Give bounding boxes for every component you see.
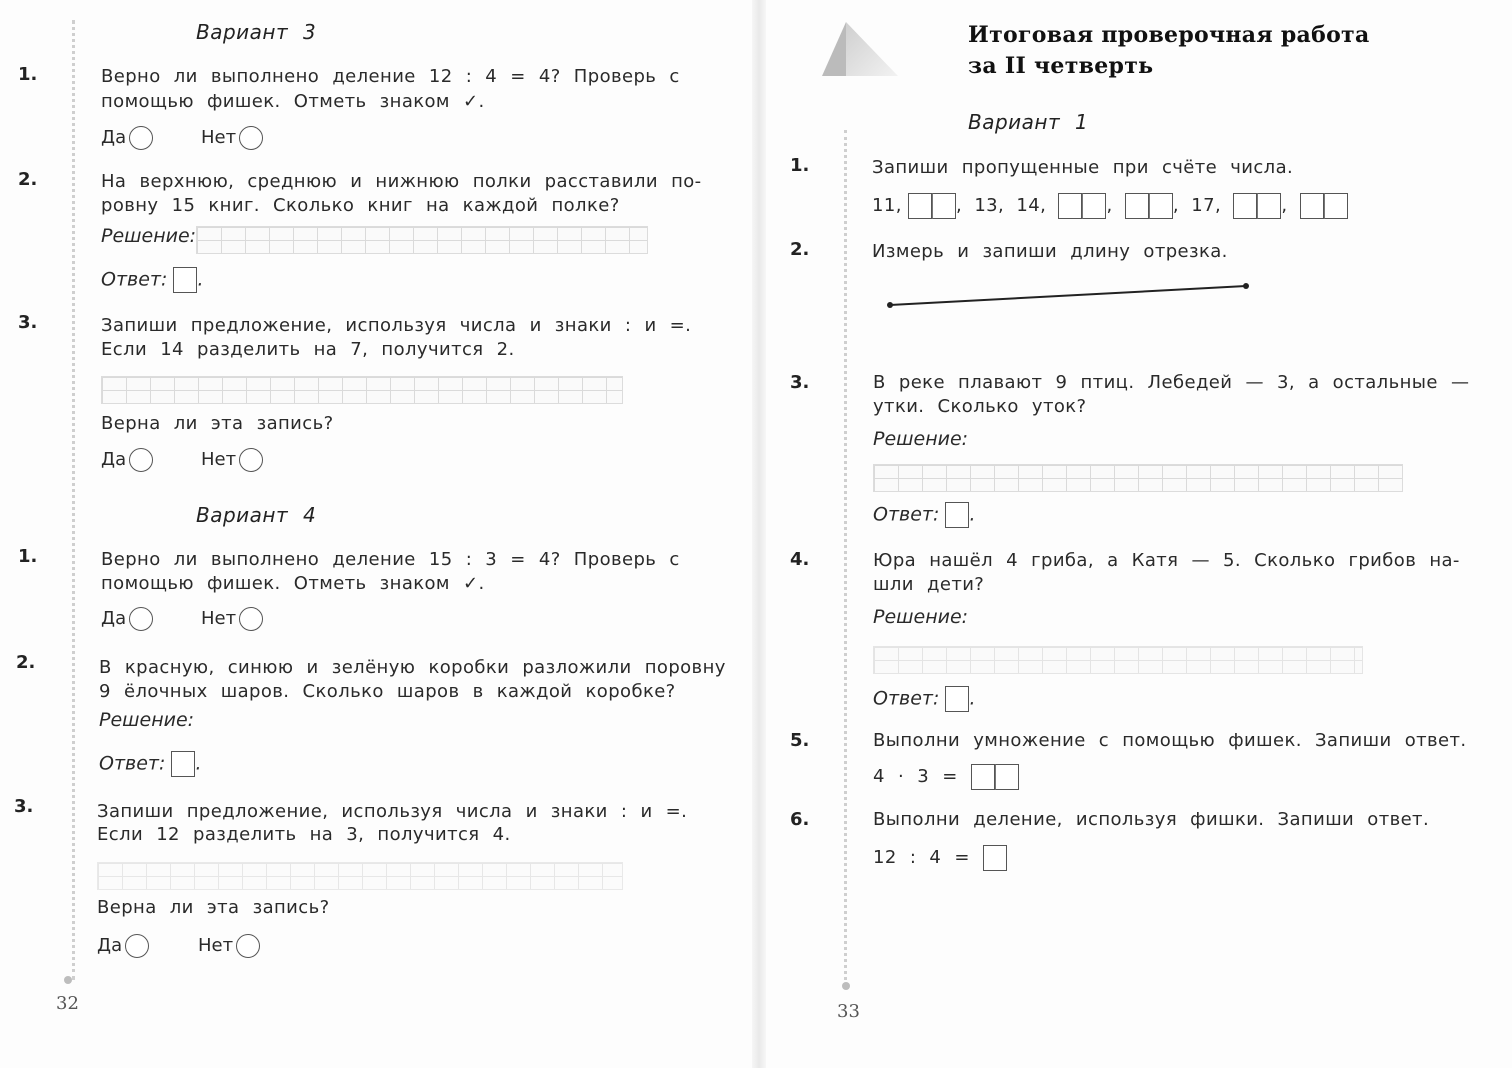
v3-task2-line2: ровну 15 книг. Сколько книг на каждой полке? (101, 195, 620, 216)
v3-task1-number: 1. (18, 64, 38, 85)
yes-label: Да (101, 127, 127, 148)
blank-16[interactable] (1125, 193, 1173, 219)
blank-18[interactable] (1233, 193, 1281, 219)
v3-task3-no (201, 448, 263, 472)
no-label: Нет (201, 449, 237, 470)
division-expression: 12 : 4 = (873, 847, 970, 868)
v3-task1-no (201, 126, 263, 150)
r-task2-text: Измерь и запиши длину отрезка. (872, 241, 1228, 262)
v4-task1-yes (101, 607, 153, 631)
answer-label: Ответ: (873, 503, 940, 526)
v3-task3-question: Верна ли эта запись? (101, 413, 334, 434)
v3-task3-write-grid[interactable] (101, 376, 623, 404)
answer-box[interactable] (171, 751, 195, 777)
r-task2-number: 2. (790, 239, 810, 260)
number-13: 13, (974, 195, 1005, 216)
yes-circle[interactable] (129, 448, 153, 472)
r-task3-line2: утки. Сколько уток? (873, 396, 1087, 417)
answer-label: Ответ: (101, 268, 168, 291)
yes-label: Да (101, 449, 127, 470)
v4-task3-number: 3. (14, 796, 34, 817)
r-task6-expression (873, 845, 1007, 871)
variant-1-heading: Вариант 1 (968, 110, 1089, 134)
r-task4-solution-label: Решение: (873, 606, 969, 628)
v3-task1-line1: Верно ли выполнено деление 12 : 4 = 4? Проверь с (101, 66, 680, 87)
comma: , (955, 195, 963, 216)
r-task5-text: Выполни умножение с помощью фишек. Запиши ответ. (873, 730, 1467, 751)
v3-task3-line2: Если 14 разделить на 7, получится 2. (101, 339, 515, 360)
v3-task2-answer: Ответ: . (101, 267, 203, 293)
v3-task2-solution-label: Решение: (101, 225, 197, 247)
v3-task1-line2: помощью фишек. Отметь знаком ✓. (101, 91, 485, 112)
answer-label: Ответ: (99, 752, 166, 775)
r-task1-sequence (872, 193, 1348, 219)
r-task5-number: 5. (790, 730, 810, 751)
number-11: 11, (872, 195, 902, 216)
r-task6-text: Выполни деление, используя фишки. Запиши ответ. (873, 809, 1430, 830)
page-title (968, 20, 1370, 82)
no-circle[interactable] (236, 934, 260, 958)
v3-task1-yes (101, 126, 153, 150)
r-task4-answer: Ответ: . (873, 686, 975, 712)
yes-label: Да (97, 935, 123, 956)
yes-circle[interactable] (129, 607, 153, 631)
v4-task3-no (198, 934, 260, 958)
comma: , (1281, 195, 1288, 216)
number-14: 14, (1016, 195, 1047, 216)
no-label: Нет (201, 127, 237, 148)
v4-task1-line2: помощью фишек. Отметь знаком ✓. (101, 573, 485, 594)
title-line2: за II четверть (968, 53, 1154, 79)
right-page-number: 33 (837, 1001, 860, 1022)
variant-3-heading: Вариант 3 (196, 20, 317, 44)
comma: , (1172, 195, 1179, 216)
variant-4-heading: Вариант 4 (196, 503, 317, 527)
corner-triangle-icon (818, 20, 900, 78)
v4-task3-line2: Если 12 разделить на 3, получится 4. (97, 824, 511, 845)
v4-task3-question: Верна ли эта запись? (97, 897, 330, 918)
answer-box[interactable] (945, 686, 969, 712)
v4-task1-no (201, 607, 263, 631)
v4-task2-answer: Ответ: . (99, 751, 201, 777)
margin-dots (844, 130, 847, 980)
r-task4-line1: Юра нашёл 4 гриба, а Катя — 5. Сколько грибов на- (873, 550, 1460, 571)
r-task3-number: 3. (790, 372, 810, 393)
v3-task2-solution-grid[interactable] (196, 226, 648, 254)
v4-task2-line2: 9 ёлочных шаров. Сколько шаров в каждой коробке? (99, 681, 676, 702)
v4-task2-number: 2. (16, 652, 36, 673)
no-label: Нет (198, 935, 234, 956)
yes-label: Да (101, 608, 127, 629)
v3-task3-number: 3. (18, 312, 38, 333)
r-task4-solution-grid[interactable] (873, 646, 1363, 674)
r-task3-line1: В реке плавают 9 птиц. Лебедей — 3, а остальные — (873, 372, 1470, 393)
r-task1-text: Запиши пропущенные при счёте числа. (872, 157, 1294, 178)
answer-box[interactable] (173, 267, 197, 293)
r-task1-number: 1. (790, 155, 810, 176)
r-task3-solution-grid[interactable] (873, 464, 1403, 492)
right-page (760, 0, 1512, 1068)
multiplication-expression: 4 · 3 = (873, 766, 958, 787)
v4-task1-line1: Верно ли выполнено деление 15 : 3 = 4? Проверь с (101, 549, 680, 570)
margin-dots (72, 20, 75, 980)
margin-dot-end (64, 976, 72, 984)
r-task4-line2: шли дети? (873, 574, 985, 595)
no-label: Нет (201, 608, 237, 629)
v3-task2-number: 2. (18, 169, 38, 190)
v3-task3-line1: Запиши предложение, используя числа и знаки : и =. (101, 315, 692, 336)
v3-task2-line1: На верхнюю, среднюю и нижнюю полки расставили по- (101, 171, 702, 192)
r-task5-expression (873, 764, 1019, 790)
r-task3-answer: Ответ: . (873, 502, 975, 528)
no-circle[interactable] (239, 126, 263, 150)
r-task3-solution-label: Решение: (873, 428, 969, 450)
product-answer-box[interactable] (971, 764, 1019, 790)
v4-task3-yes (97, 934, 149, 958)
title-line1: Итоговая проверочная работа (968, 22, 1370, 48)
blank-15[interactable] (1058, 193, 1106, 219)
r-task6-number: 6. (790, 809, 810, 830)
left-page-number: 32 (56, 993, 79, 1014)
no-circle[interactable] (239, 448, 263, 472)
answer-label: Ответ: (873, 687, 940, 710)
answer-box[interactable] (945, 502, 969, 528)
v3-task3-yes (101, 448, 153, 472)
quotient-answer-box[interactable] (983, 845, 1007, 871)
v4-task2-solution-label: Решение: (99, 709, 195, 731)
yes-circle[interactable] (125, 934, 149, 958)
comma: , (1106, 195, 1113, 216)
v4-task2-line1: В красную, синюю и зелёную коробки разложили поровну (99, 657, 726, 678)
v4-task3-line1: Запиши предложение, используя числа и знаки : и =. (97, 801, 688, 822)
blank-19[interactable] (1300, 193, 1348, 219)
yes-circle[interactable] (129, 126, 153, 150)
segment-to-measure (880, 278, 1260, 312)
blank-12[interactable] (908, 193, 956, 219)
margin-dot-end (842, 982, 850, 990)
r-task4-number: 4. (790, 549, 810, 570)
no-circle[interactable] (239, 607, 263, 631)
v4-task3-write-grid[interactable] (97, 862, 623, 890)
number-17: 17, (1191, 195, 1222, 216)
v4-task1-number: 1. (18, 546, 38, 567)
